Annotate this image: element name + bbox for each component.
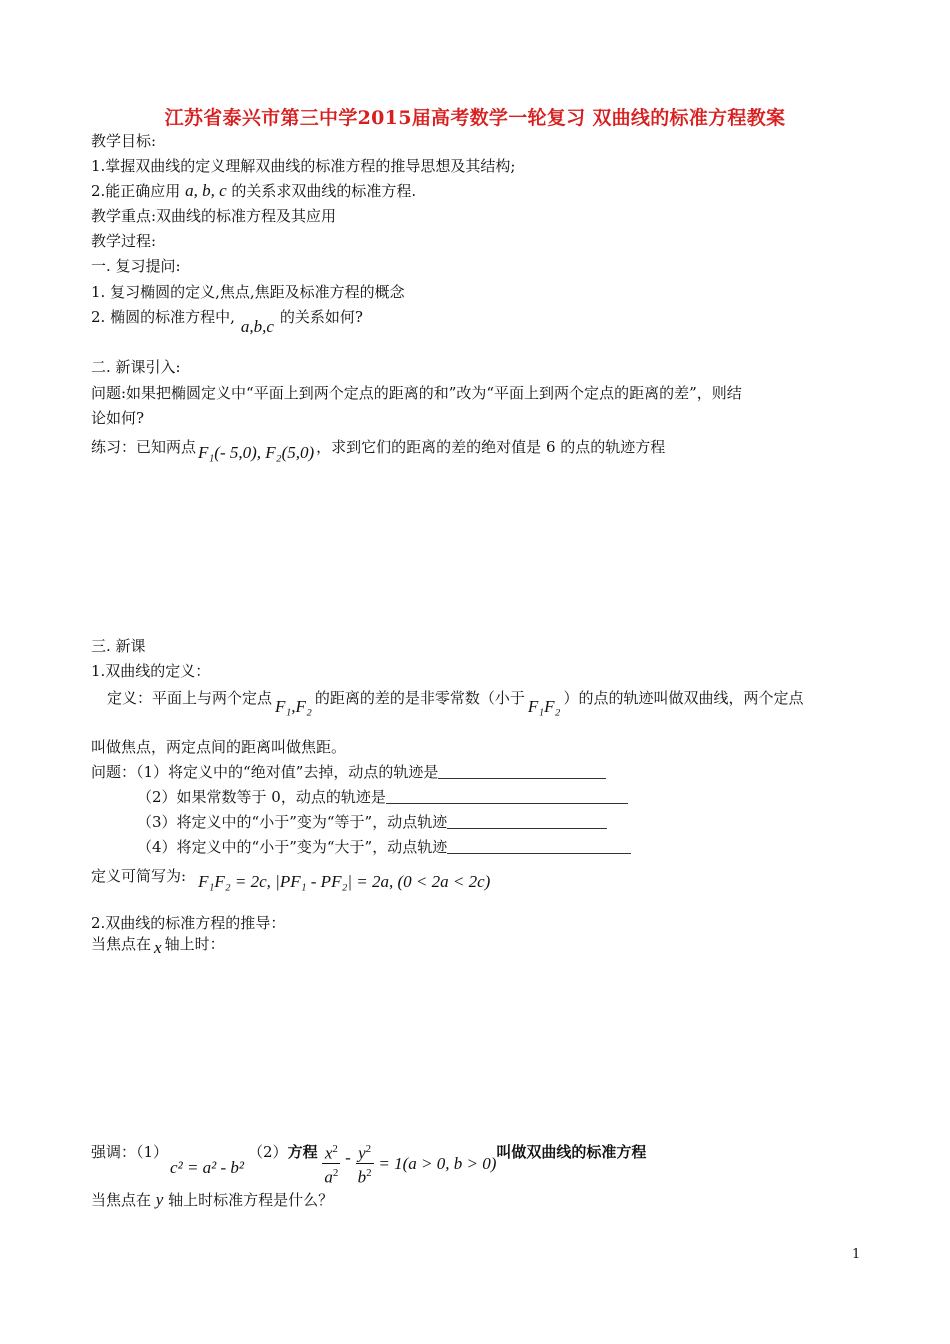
definition-line-1: 定义：平面上与两个定点 F₁,F₂ 的距离的差的是非零常数（小于 F₁F₂ ）的点的轨迹叫做双曲线，两个定点 xyxy=(107,689,804,716)
review-2-vars: a,b,c xyxy=(240,317,274,336)
goal-2-vars: a, b, c xyxy=(185,181,227,200)
question-2: （2）如果常数等于 0，动点的轨迹是 xyxy=(137,787,628,807)
emphasis-condition: = 1(a > 0, b > 0) xyxy=(378,1154,497,1174)
emphasis-formula-1: c² = a² - b² xyxy=(170,1158,245,1178)
definition-focal-distance: F₁F₂ xyxy=(527,697,561,716)
goal-2: 2.能正确应用 a, b, c 的关系求双曲线的标准方程. xyxy=(91,181,417,200)
exercise: 练习：已知两点 F₁(- 5,0), F₂(5,0) ，求到它们的距离的差的绝对值是 6 的点的轨迹方程 xyxy=(91,438,666,462)
review-heading: 一. 复习提问: xyxy=(91,257,181,275)
intro-heading: 二. 新课引入: xyxy=(91,358,181,376)
review-item-2: 2. 椭圆的标准方程中, a,b,c 的关系如何? xyxy=(91,308,363,336)
page-number: 1 xyxy=(852,1247,861,1262)
fraction-y2-b2: $\frac{y^2}{b^2}$ xyxy=(356,1140,374,1186)
answer-blank[interactable] xyxy=(438,764,606,779)
definition-heading: 1.双曲线的定义： xyxy=(91,662,211,680)
derivation-heading: 2.双曲线的标准方程的推导： xyxy=(91,914,286,932)
review-item-1: 1. 复习椭圆的定义,焦点,焦距及标准方程的概念 xyxy=(91,283,405,301)
emphasis-line: 强调：（1）c² = a² - b²（2）方程 $\frac{x^2}{a^2}$ - $\frac{y^2}{b^2}$ = 1(a > 0, b > 0)叫做双曲线的标准方程 xyxy=(91,1130,646,1176)
goals-heading: 教学目标: xyxy=(91,132,157,150)
question-1: 问题：（1）将定义中的“绝对值”去掉，动点的轨迹是 xyxy=(91,762,606,782)
exercise-points: F₁(- 5,0), F₂(5,0) xyxy=(198,443,315,462)
answer-blank[interactable] xyxy=(447,814,607,829)
question-3: （3）将定义中的“小于”变为“等于”，动点轨迹 xyxy=(137,812,607,832)
short-definition: 定义可简写为: F₁F₂ = 2c, |PF₁ - PF₂| = 2a, (0 < 2a < 2c) xyxy=(91,867,491,891)
x-axis-case: 当焦点在 x 轴上时： xyxy=(91,935,225,957)
intro-question-line-1: 问题:如果把椭圆定义中“平面上到两个定点的距离的和”改为“平面上到两个定点的距离的差”，则结 xyxy=(91,384,742,402)
definition-line-2: 叫做焦点，两定点间的距离叫做焦距。 xyxy=(91,738,347,756)
process-heading: 教学过程: xyxy=(91,232,157,250)
intro-question-line-2: 论如何? xyxy=(91,409,145,427)
fraction-x2-a2: $\frac{x^2}{a^2}$ xyxy=(322,1140,340,1186)
answer-blank[interactable] xyxy=(447,839,631,854)
y-axis-question: 当焦点在 y 轴上时标准方程是什么？ xyxy=(91,1190,334,1209)
x-var: x xyxy=(154,938,162,957)
y-var: y xyxy=(155,1190,164,1209)
definition-foci: F₁,F₂ xyxy=(275,697,312,716)
short-definition-formula: F₁F₂ = 2c, |PF₁ - PF₂| = 2a, (0 < 2a < 2c) xyxy=(198,872,491,891)
new-lesson-heading: 三. 新课 xyxy=(91,637,146,655)
goal-1: 1.掌握双曲线的定义理解双曲线的标准方程的推导思想及其结构; xyxy=(91,157,516,175)
question-4: （4）将定义中的“小于”变为“大于”，动点轨迹 xyxy=(137,837,631,857)
key-point: 教学重点:双曲线的标准方程及其应用 xyxy=(91,207,337,225)
answer-blank[interactable] xyxy=(386,789,628,804)
document-title: 江苏省泰兴市第三中学2015届高考数学一轮复习 双曲线的标准方程教案 xyxy=(164,107,786,129)
